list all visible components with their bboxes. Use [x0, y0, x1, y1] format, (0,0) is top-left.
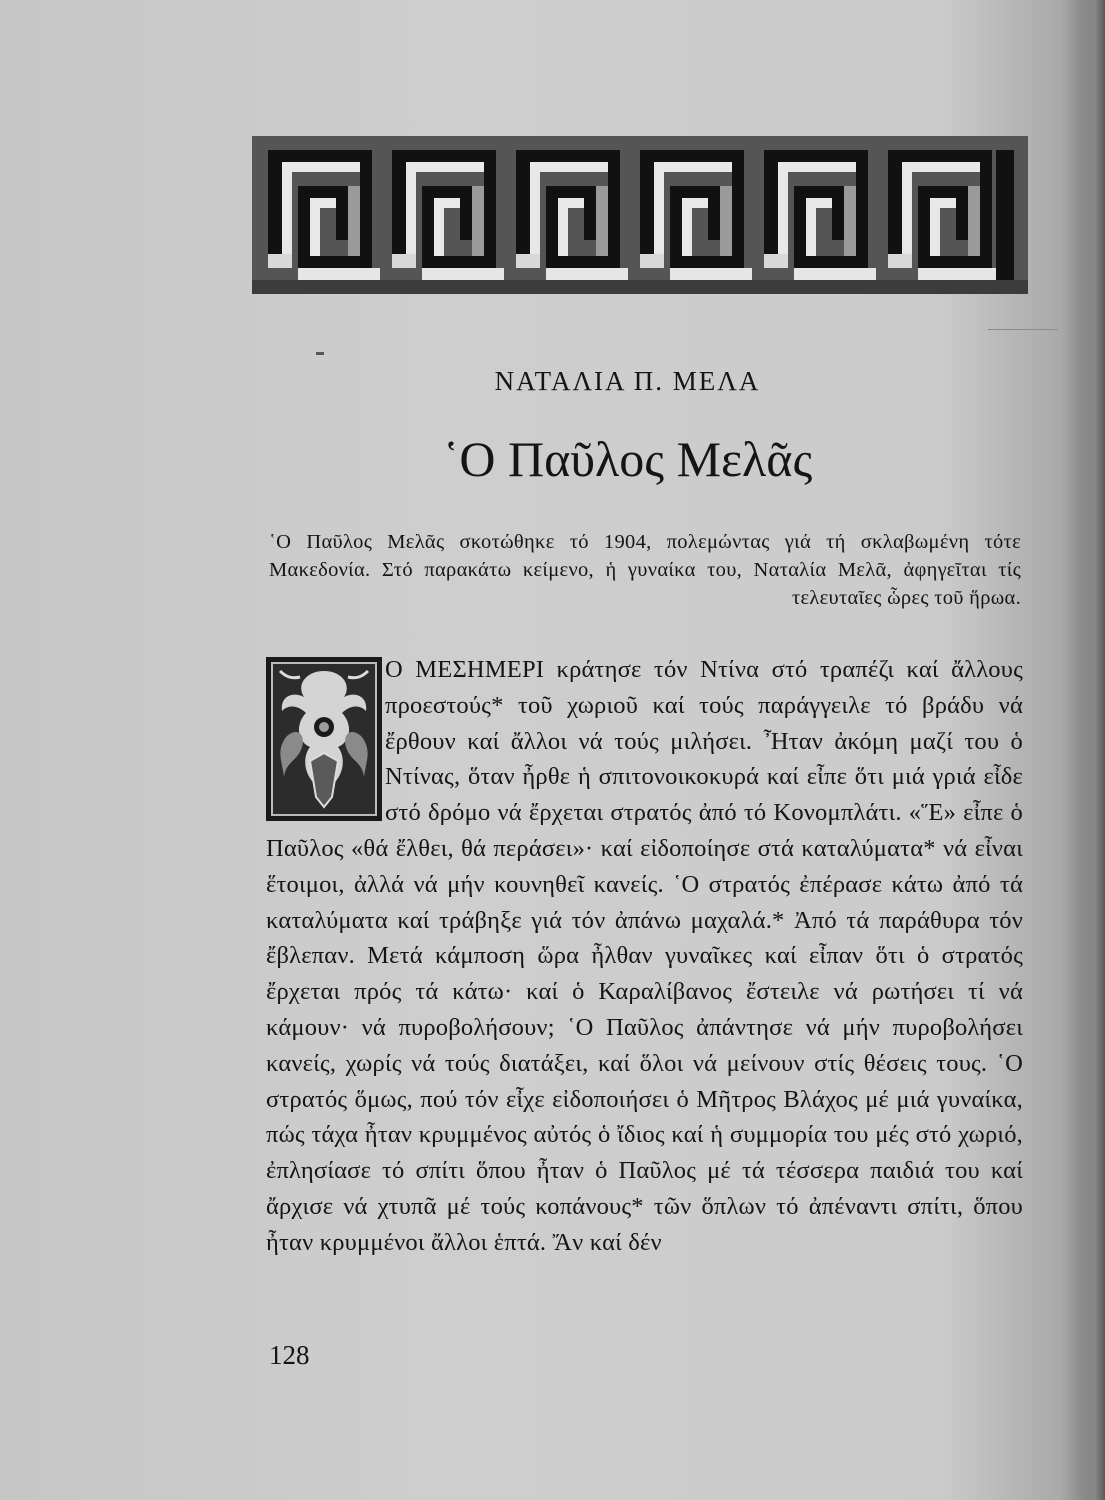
- bleed-through-line: [988, 329, 1058, 330]
- ornamental-initial-image: [266, 657, 382, 821]
- article-title: ῾Ο Παῦλος Μελᾶς: [442, 431, 813, 487]
- page-gutter-shadow: [1079, 0, 1105, 1500]
- greek-key-ornament: [252, 136, 1028, 294]
- page-number: 128: [269, 1340, 310, 1370]
- ink-speck: [316, 352, 324, 355]
- body-text: Ο ΜΕΣΗΜΕΡΙ κράτησε τόν Ντίνα στό τραπέζι καί ἄλλους προεστούς* τοῦ χωριοῦ καί τούς παράγγειλε τό βράδυ νά ἔρθουν καί ἄλλοι νά τούς μιλήσει. Ἦταν ἀκόμη μαζί του ὁ Ντίνας, ὅταν ἦρθε ἡ σπιτονοικοκυρά καί εἶπε ὅτι μιά γριά εἶδε στό δρόμο νά ἔρχεται στρατός ἀπό τό Κονομπλάτι. «Ἕ» εἶπε ὁ Παῦλος «θά ἔλθει, θά περάσει»· καί εἰδοποίησε στά καταλύματα* νά εἶναι ἕτοιμοι, ἀλλά νά μήν κουνηθεῖ κανείς. ῾Ο στρατός ἐπέρασε κάτω ἀπό τά καταλύματα καί τράβηξε γιά τόν ἀπάνω μαχαλά.* Ἀπό τά παράθυρα τόν ἔβλεπαν. Μετά κάμποση ὥρα ἦλθαν γυναῖκες καί εἶπαν ὅτι ὁ στρατός ἔρχεται πρός τά κάτω· καί ὁ Καραλίβανος ἔστειλε νά ρωτήσει τί νά κάμουν· νά πυροβολήσουν; ῾Ο Παῦλος ἀπάντησε νά μήν πυροβολήσει κανείς, χωρίς νά τούς διατάξει, καί ὅλοι νά μείνουν στίς θέσεις τους. ῾Ο στρατός ὅμως, πού τόν εἶχε εἰδοποιήσει ὁ Μῆτρος Βλάχος μέ μιά γυναίκα, πώς τάχα ἦταν κρυμμένος αὐτός ὁ ἴδιος καί ἡ συμμορία του μές στό χωριό, ἐπλησίασε τό σπίτι ὅπου ἦταν ὁ Παῦλος μέ τά τέσσερα παιδιά του καί ἄρχισε νά χτυπᾶ μέ τούς κοπάνους* τῶν ὅπλων τό ἀπέναντι σπίτι, ὅπου ἦταν κρυμμένοι ἄλλοι ἑπτά. Ἄν καί δέν: [266, 656, 1023, 1256]
- author-name: ΝΑΤΑΛΙΑ Π. ΜΕΛΑ: [494, 366, 761, 396]
- intro-paragraph: ῾Ο Παῦλος Μελᾶς σκοτώθηκε τό 1904, πολεμώντας γιά τή σκλαβωμένη τότε Μακεδονία. Στό παρακάτω κείμενο, ἡ γυναίκα του, Ναταλία Μελᾶ, ἀφηγεῖται τίς τελευταῖες ὧρες τοῦ ἥρωα.: [269, 531, 1021, 609]
